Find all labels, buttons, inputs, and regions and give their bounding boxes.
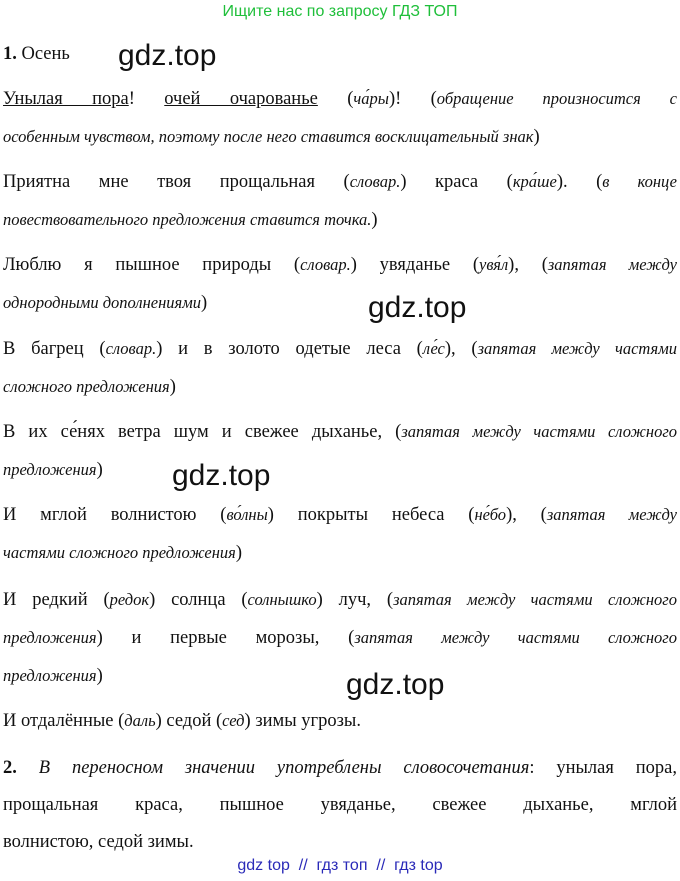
watermark: gdz.top — [368, 291, 467, 324]
text-line: В багрец (словар.) и в золото одетые леса (ле́с), (запятая между частями — [3, 339, 677, 359]
text-line: И отдалённые (даль) седой (сед) зимы угрозы. — [3, 711, 361, 731]
text-line: предложения) — [3, 666, 103, 686]
text-line: Приятна мне твоя прощальная (словар.) краса (кра́ше). (в конце — [3, 172, 677, 192]
text-line: Унылая пора! очей очарованье (ча́ры)! (обращение произносится с — [3, 89, 677, 109]
text-line: повествовательного предложения ставится точка.) — [3, 210, 378, 230]
text-line: предложения) — [3, 460, 103, 480]
text-line: В их се́нях ветра шум и свежее дыханье, (запятая между частями сложного — [3, 422, 677, 442]
section-number: 2. — [3, 758, 17, 778]
section-2-line-3: волнистою, седой зимы. — [3, 832, 194, 852]
section-number: 1. — [3, 44, 17, 64]
watermark: gdz.top — [118, 39, 217, 72]
section-title: Осень — [21, 44, 70, 64]
watermark: gdz.top — [346, 668, 445, 701]
text-line: однородными дополнениями) — [3, 293, 208, 313]
text-line: Люблю я пышное природы (словар.) увяданье (увя́л), (запятая между — [3, 255, 678, 275]
text-line: сложного предложения) — [3, 377, 176, 397]
text-line: особенным чувством, поэтому после него ставится восклицательный знак) — [3, 127, 540, 147]
text-line: И мглой волнистою (во́лны) покрыты небеса (не́бо), (запятая между — [3, 505, 677, 525]
watermark: gdz.top — [172, 459, 271, 492]
section-2-line-1: 2. В переносном значении употреблены словосочетания: унылая пора, — [3, 758, 677, 778]
section-1-heading — [3, 44, 70, 65]
section-2-line-2: прощальная краса, пышное увяданье, свежее дыханье, мглой — [3, 795, 677, 815]
footer-links[interactable]: gdz top // гдз топ // гдз top — [237, 857, 443, 874]
text-line: И редкий (редок) солнца (солнышко) луч, (запятая между частями сложного — [3, 590, 677, 610]
header-search-hint[interactable]: Ищите нас по запросу ГДЗ ТОП — [222, 3, 458, 20]
text-line: частями сложного предложения) — [3, 543, 243, 563]
text-line: предложения) и первые морозы, (запятая между частями сложного — [3, 628, 677, 648]
